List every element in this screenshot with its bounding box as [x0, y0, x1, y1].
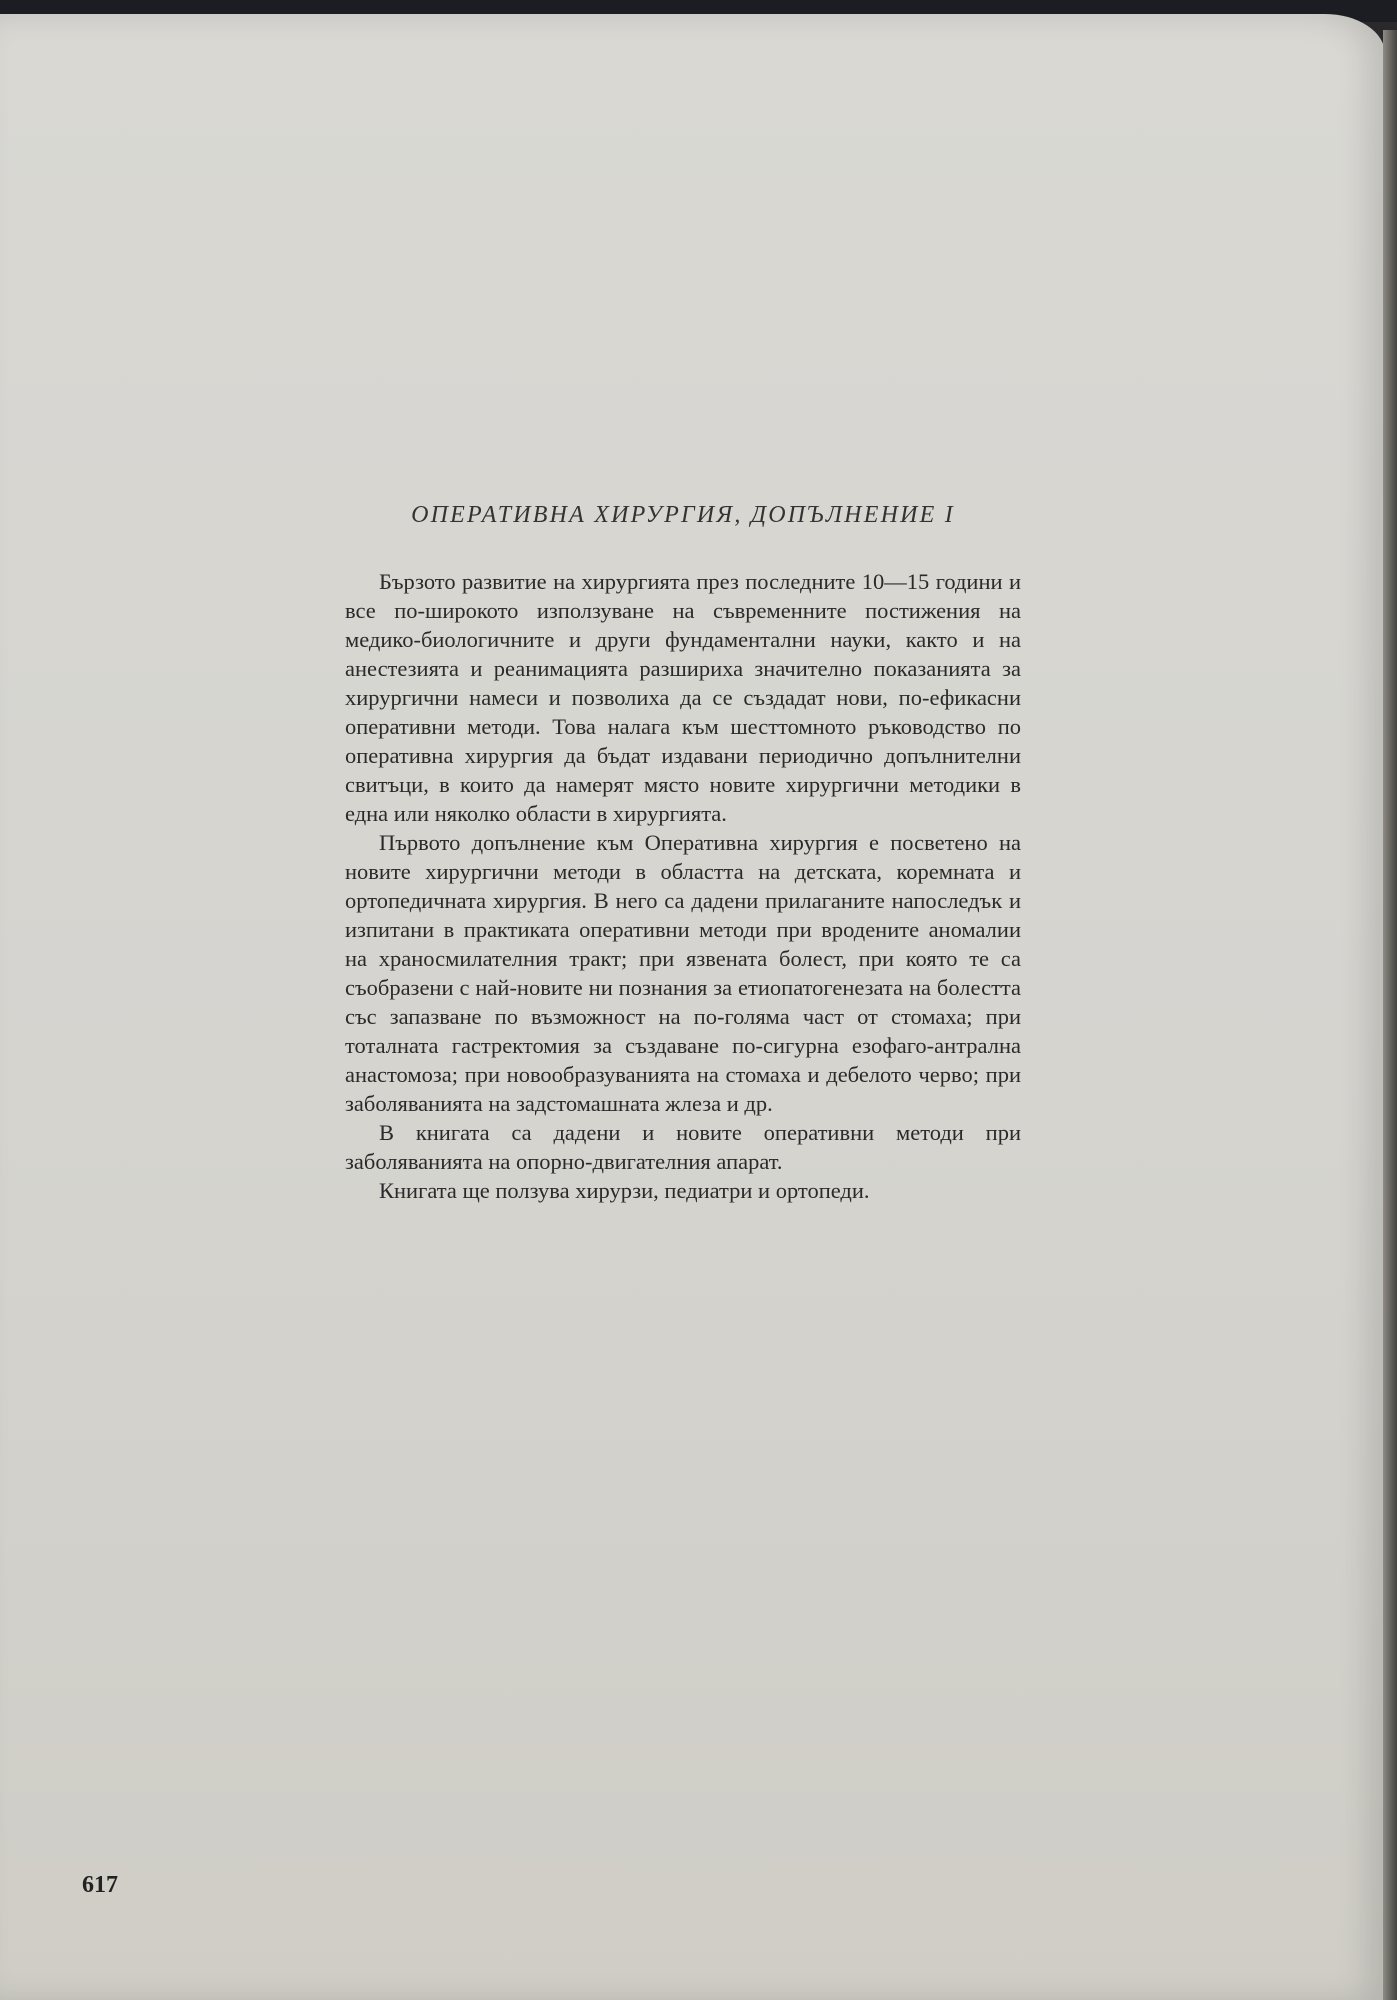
paragraph-3: В книгата са дадени и новите оперативни методи при заболяванията на опорно-двигателния апарат. — [345, 1120, 1021, 1174]
paragraph-2: Първото допълнение към Оперативна хирургия е посветено на новите хирургични методи в областта на детската, коремната и ортопедичната хирургия. В него са дадени прилаганите напоследък и изпитани в практиката оперативни методи при вродените аномалии на храносмилателния тракт; при язвената болест, при която те са съобразени с най-новите ни познания за етиопатогенезата на болестта със запазване по възможност на по-голяма част от стомаха; при тоталната гастректомия за създаване по-сигурна езофаго-антрална анастомоза; при новообразуванията на стомаха и дебелото черво; при заболяванията на задстомашната жлеза и др. — [345, 830, 1021, 1116]
book-page — [0, 14, 1385, 2000]
paragraph-1: Бързото развитие на хирургията през последните 10—15 години и все по-широкото използуване на съвременните постижения на медико-биологичните и други фундаментални науки, както и на анестезията и реанимацията разшириха значително показанията за хирургични намеси и позволиха да се създадат нови, по-ефикасни оперативни методи. Това налага към шесттомното ръководство по оперативна хирургия да бъдат издавани периодично допълнителни свитъци, в които да намерят място новите хирургични методики в една или няколко области в хирургията. — [345, 569, 1021, 826]
annotation-block — [345, 502, 1021, 1205]
paragraph-4: Книгата ще ползува хирурзи, педиатри и ортопеди. — [379, 1178, 870, 1203]
page-number: 617 — [82, 1872, 118, 1898]
page-heading: ОПЕРАТИВНА ХИРУРГИЯ, ДОПЪЛНЕНИЕ I — [411, 502, 955, 528]
page-stack-edge — [1383, 30, 1397, 2000]
